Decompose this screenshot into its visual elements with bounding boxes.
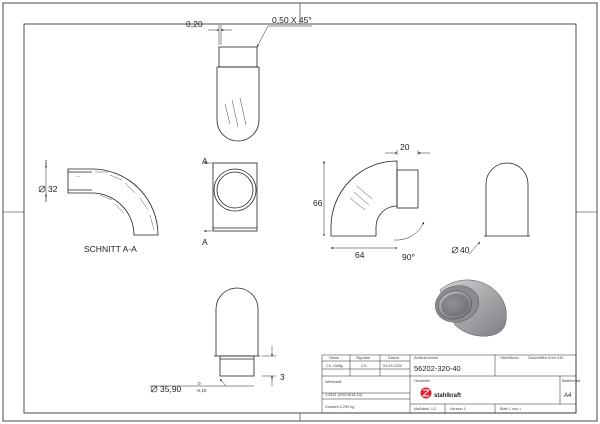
tolerance-lower: -0,10 [196,388,207,393]
col-datum: Datum [388,356,400,360]
length-3-label: 3 [280,372,285,382]
section-inner-label: — [76,174,80,178]
oberflaeche-label: Oberfläche: [500,356,520,360]
version-value: Version 1 [450,407,466,411]
brand-name: stahlkraft [434,393,462,399]
chamfer-label: 0,50 X 45° [272,15,312,25]
title-block-text [325,356,581,411]
length-64-label: 64 [355,250,365,260]
name-value: Ch. Hölfig [326,364,343,368]
section-title: SCHNITT A-A [84,244,137,254]
brand-logo-icon [421,388,432,399]
signatur-value: CH [361,364,367,368]
blatt-value: Blatt 1 von 1 [500,407,522,411]
werkstoff-value: 1.4301 (X5CrNi18-10) [325,393,363,397]
section-mark-top: A [202,156,208,166]
col-name: Name [329,356,340,360]
angle-90-label: 90° [402,252,415,262]
hersteller-label: Hersteller [414,379,431,383]
blattformat-label: Blattformat [562,379,581,383]
tolerance-upper: 0 [198,381,201,386]
right-view [469,163,530,254]
format-value: A4 [564,393,572,399]
top-view [208,25,312,141]
section-view [46,160,158,235]
artikelnummer-label: Artikelnummer [414,356,439,360]
gewicht-value: Gewicht 0,299 kg [325,405,355,409]
bottom-view [150,288,276,386]
datum-value: 04.03.2020 [383,364,403,368]
iso-render [431,280,506,336]
article-number: 56202-320-40 [414,364,461,373]
oberflaeche-value: Geschliffen Korn 240 [528,356,564,360]
wall-thickness-label: 0,20 [186,19,203,29]
diameter-35-90-label: 35,90 [160,384,182,394]
side-view [324,150,430,248]
front-view [204,163,257,231]
height-66-label: 66 [313,198,323,208]
werkstoff-label: Werkstoff: [325,380,342,384]
col-signatur: Signatur [356,356,371,360]
diameter-40-label: 40 [460,245,470,255]
diameter-32-label: 32 [48,184,58,194]
massstab-value: Maßstab: 1:2 [414,407,437,411]
length-20-label: 20 [400,142,410,152]
section-mark-bottom: A [202,237,208,247]
